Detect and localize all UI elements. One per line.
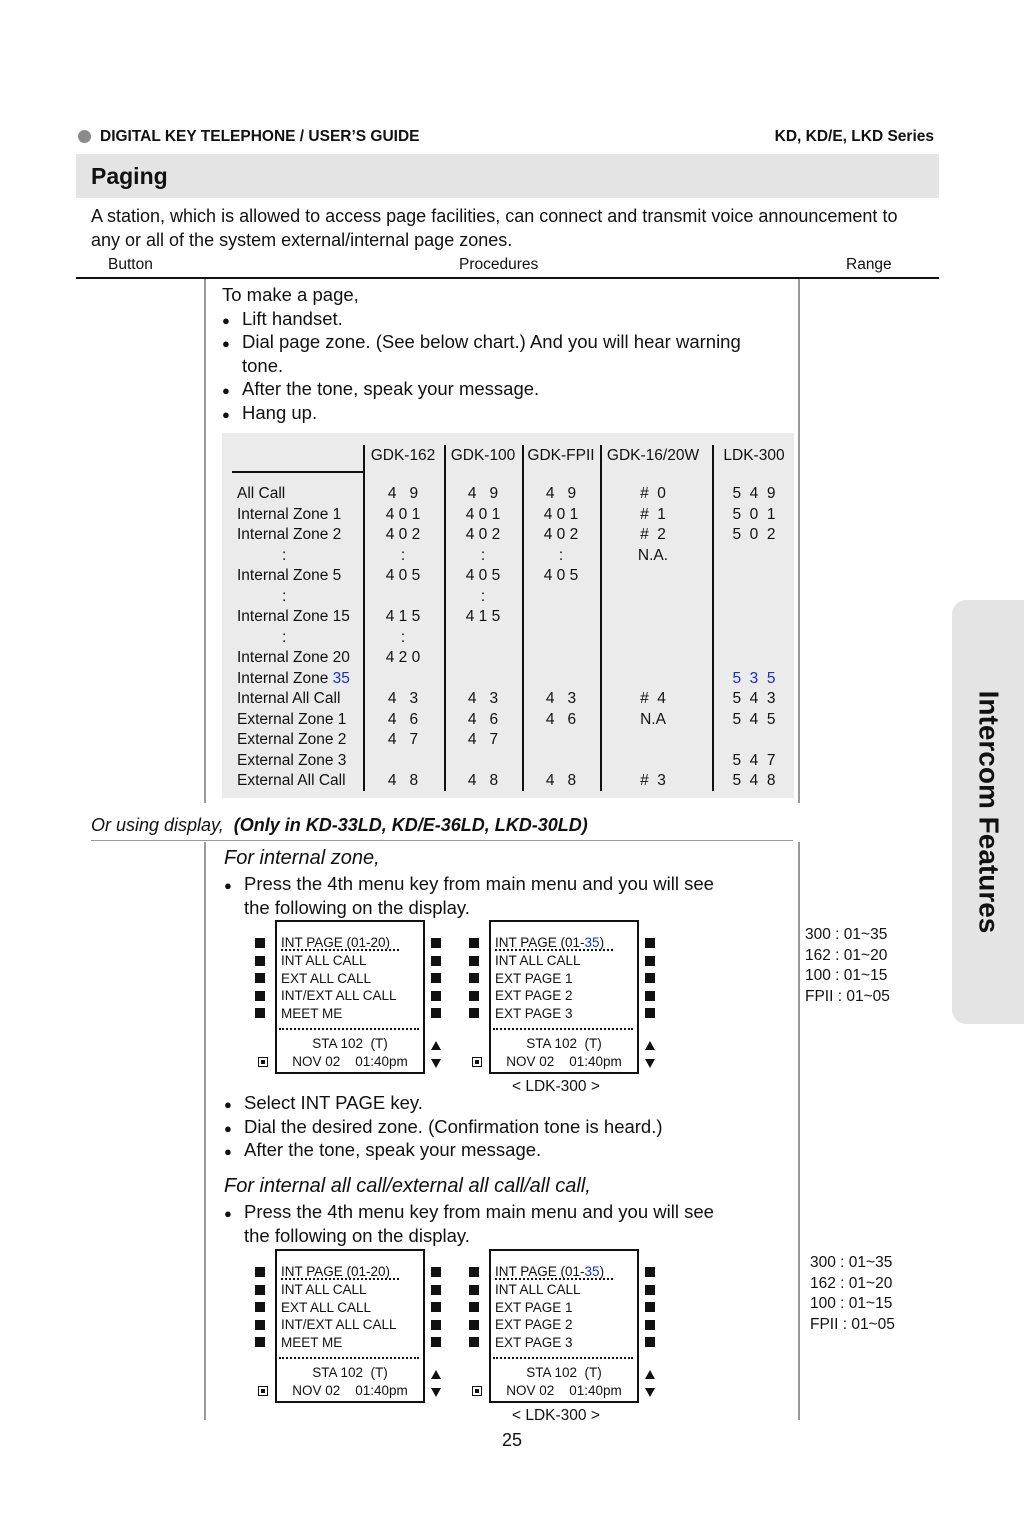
table-cell: # 4 <box>640 690 666 707</box>
row-label-zone: 35 <box>332 669 350 687</box>
page-zone-table-body <box>222 433 794 798</box>
table-cell: 4 0 1 <box>543 505 579 523</box>
range-list <box>810 1253 895 1335</box>
lcd-display <box>275 920 425 1074</box>
table-cell: : <box>400 546 406 564</box>
lcd-display <box>489 1249 639 1403</box>
table-cell: N.A <box>640 710 666 728</box>
step-continuation: the following on the display. <box>244 896 470 918</box>
column-header: GDK-FPII <box>527 447 595 464</box>
range-value: 100 : 01~15 <box>805 967 888 984</box>
table-cell: 5 4 8 <box>732 772 776 789</box>
table-cell: # 0 <box>640 485 666 502</box>
step-item: ● After the tone, speak your message. <box>224 1138 794 1162</box>
internal-zone-steps <box>224 872 794 919</box>
lcd-display <box>275 1249 425 1403</box>
softkey-right-icon[interactable] <box>645 1320 655 1330</box>
column-header: LDK-300 <box>723 447 785 464</box>
scroll-down-icon[interactable] <box>645 1059 655 1068</box>
table-column-line <box>444 445 446 791</box>
series-name: KD, KD/E, LKD Series <box>774 128 934 145</box>
softkey-right-icon[interactable] <box>645 991 655 1001</box>
scroll-down-icon[interactable] <box>431 1059 441 1068</box>
display-lead <box>91 815 588 836</box>
lcd-separator <box>493 1357 633 1359</box>
table-cell: 4 9 <box>387 485 419 502</box>
table-cell: 4 6 <box>467 710 499 728</box>
lcd-line: EXT PAGE 3 <box>495 1005 573 1021</box>
column-header-button: Button <box>108 256 153 273</box>
chapter-tab-label: Intercom Features <box>973 690 1004 934</box>
section-title-bar <box>76 154 939 198</box>
row-label <box>237 690 340 708</box>
softkey-right-icon[interactable] <box>645 1285 655 1295</box>
softkey-left-icon[interactable] <box>469 1285 479 1295</box>
table-cell: N.A. <box>637 546 669 564</box>
step-item: ● After the tone, speak your message. <box>222 377 792 401</box>
row-label-text: Internal Zone 1 <box>237 505 342 523</box>
column-header: GDK-100 <box>450 447 516 464</box>
softkey-left-icon[interactable] <box>469 991 479 1001</box>
row-label <box>237 670 350 688</box>
row-label-text: External All Call <box>237 772 346 789</box>
range-value: 162 : 01~20 <box>810 1274 893 1292</box>
softkey-right-icon[interactable] <box>431 1302 441 1312</box>
scroll-up-icon[interactable] <box>645 1041 655 1050</box>
softkey-right-icon[interactable] <box>645 1008 655 1018</box>
softkey-left-icon[interactable] <box>255 1285 265 1295</box>
row-label <box>237 772 346 790</box>
table-cell: 4 9 <box>467 485 499 502</box>
table-column-line <box>600 445 602 791</box>
table-cell: 4 0 2 <box>385 526 421 543</box>
table-cell: 5 4 9 <box>732 485 776 502</box>
table-cell: 4 1 5 <box>385 608 421 625</box>
lcd-line: EXT PAGE 1 <box>495 970 573 986</box>
menu-key-icon[interactable] <box>472 1386 482 1396</box>
softkey-left-icon[interactable] <box>255 973 265 983</box>
step-continuation: tone. <box>242 354 284 376</box>
row-label <box>237 567 341 585</box>
lcd-station: STA 102 (T) <box>312 1365 388 1380</box>
table-cell: 4 0 1 <box>465 505 501 523</box>
table-cell: 4 0 5 <box>465 567 501 584</box>
column-header-range: Range <box>846 256 892 273</box>
row-label-text: Internal Zone 2 <box>237 526 342 543</box>
scroll-up-icon[interactable] <box>431 1041 441 1050</box>
step-item: ● Press the 4th menu key from main menu and you will see <box>224 872 794 896</box>
select-steps <box>224 1091 794 1162</box>
row-label-text: Internal All Call <box>237 690 341 707</box>
softkey-right-icon[interactable] <box>431 1267 441 1277</box>
row-label <box>237 711 346 729</box>
softkey-right-icon[interactable] <box>431 991 441 1001</box>
softkey-right-icon[interactable] <box>645 1302 655 1312</box>
row-label <box>237 526 341 544</box>
internal-zone-title: For internal zone, <box>224 847 380 869</box>
lcd-underline <box>281 949 399 951</box>
row-label <box>237 649 350 667</box>
softkey-left-icon[interactable] <box>469 1008 479 1018</box>
step-item: ● Lift handset. <box>222 307 792 331</box>
menu-key-icon[interactable] <box>258 1057 268 1067</box>
lcd-line: MEET ME <box>281 1334 343 1350</box>
range-value: 100 : 01~15 <box>810 1295 893 1312</box>
lcd-line: EXT PAGE 2 <box>495 988 573 1003</box>
step-continuation: the following on the display. <box>244 1224 470 1246</box>
lcd-underline <box>495 949 613 951</box>
row-label: : <box>282 587 287 605</box>
table-cell: : <box>400 628 406 646</box>
range-value: 300 : 01~35 <box>805 926 888 943</box>
range-value: 162 : 01~20 <box>805 946 888 964</box>
step-item: ● Select INT PAGE key. <box>224 1091 794 1115</box>
softkey-right-icon[interactable] <box>431 938 441 948</box>
page-number: 25 <box>501 1430 523 1450</box>
table-column-line <box>363 445 365 791</box>
menu-key-icon[interactable] <box>472 1057 482 1067</box>
lcd-zone-max: 35 <box>584 1264 600 1279</box>
chapter-tab-label-wrap <box>952 600 1024 1024</box>
lcd-line: INT ALL CALL <box>495 1282 581 1297</box>
table-cell: 4 0 2 <box>465 526 501 543</box>
lcd-text: ) <box>599 1264 605 1279</box>
page-zone-table <box>222 433 794 798</box>
lcd-line: INT ALL CALL <box>281 953 367 968</box>
lcd-date: NOV 02 01:40pm <box>292 1054 408 1069</box>
lcd-line: INT/EXT ALL CALL <box>281 988 397 1003</box>
table-cell: 5 0 2 <box>732 526 776 543</box>
lcd-line: EXT PAGE 2 <box>495 1317 573 1332</box>
softkey-left-icon[interactable] <box>255 1337 265 1347</box>
lcd-underline <box>281 1278 399 1280</box>
softkey-left-icon[interactable] <box>255 991 265 1001</box>
table-column-line <box>712 445 714 791</box>
menu-key-icon[interactable] <box>258 1386 268 1396</box>
lcd-text: INT PAGE (01- <box>495 1264 585 1279</box>
range-value: 300 : 01~35 <box>810 1254 893 1271</box>
table-cell: : <box>480 587 486 605</box>
lcd-line-int-page: INT PAGE (01-20) <box>281 935 391 950</box>
softkey-left-icon[interactable] <box>469 938 479 948</box>
table-cell: # 2 <box>640 526 666 543</box>
table-cell: 4 0 2 <box>543 526 579 543</box>
display-models-note: (Only in KD-33LD, KD/E-36LD, LKD-30LD) <box>233 815 588 835</box>
lcd-line-int-page: INT PAGE (01-20) <box>281 1264 391 1279</box>
softkey-left-icon[interactable] <box>255 1320 265 1330</box>
column-header-procedures: Procedures <box>459 256 539 273</box>
softkey-right-icon[interactable] <box>431 956 441 966</box>
step-item: ● Press the 4th menu key from main menu and you will see <box>224 1200 794 1224</box>
table-cell: 4 7 <box>387 731 419 748</box>
table-cell: 5 4 3 <box>732 690 776 707</box>
lcd-date: NOV 02 01:40pm <box>506 1383 622 1398</box>
section-intro: A station, which is allowed to access page facilities, can connect and transmit voice announcement to any or all of the system external/internal page zones. <box>91 206 898 250</box>
softkey-left-icon[interactable] <box>255 938 265 948</box>
row-label-text: Internal Zone 20 <box>237 649 350 666</box>
display-illustration-set <box>250 920 670 1100</box>
row-label <box>237 731 346 749</box>
lcd-line: INT ALL CALL <box>495 953 581 968</box>
row-label-text: External Zone 2 <box>237 731 347 748</box>
table-cell: 4 9 <box>545 485 577 502</box>
row-label-text: Internal Zone 15 <box>237 608 350 625</box>
lcd-date: NOV 02 01:40pm <box>292 1383 408 1398</box>
bullet-dot-icon <box>78 130 91 143</box>
range-value: FPII : 01~05 <box>810 1315 895 1333</box>
procedure-block <box>222 283 792 424</box>
lcd-text: ) <box>599 935 605 950</box>
softkey-left-icon[interactable] <box>469 1337 479 1347</box>
column-header: GDK-162 <box>370 447 436 464</box>
softkey-left-icon[interactable] <box>255 1302 265 1312</box>
table-cell: 4 0 1 <box>385 505 421 523</box>
table-cell: 4 7 <box>467 731 499 748</box>
lcd-separator <box>493 1028 633 1030</box>
step-item: ● Dial the desired zone. (Confirmation tone is heard.) <box>224 1115 794 1139</box>
lcd-text: INT PAGE (01- <box>495 935 585 950</box>
softkey-left-icon[interactable] <box>469 1267 479 1277</box>
procedure-lead: To make a page, <box>222 284 359 305</box>
softkey-right-icon[interactable] <box>645 1337 655 1347</box>
row-label <box>237 506 341 524</box>
range-value: FPII : 01~05 <box>805 987 890 1005</box>
softkey-right-icon[interactable] <box>431 973 441 983</box>
softkey-left-icon[interactable] <box>469 956 479 966</box>
lcd-line: EXT ALL CALL <box>281 970 372 986</box>
row-label <box>237 608 350 626</box>
table-cell: 4 8 <box>545 772 577 789</box>
softkey-right-icon[interactable] <box>431 1008 441 1018</box>
all-call-title: For internal all call/external all call/all call, <box>224 1175 591 1197</box>
ldk-300-caption: < LDK-300 > <box>512 1078 600 1095</box>
table-cell: : <box>480 546 486 564</box>
column-divider <box>204 279 206 803</box>
table-header-rule <box>232 471 365 473</box>
row-label: : <box>282 546 287 564</box>
row-label <box>237 752 346 770</box>
lcd-date: NOV 02 01:40pm <box>506 1054 622 1069</box>
section-title: Paging <box>91 163 168 189</box>
scroll-down-icon[interactable] <box>431 1388 441 1397</box>
scroll-up-icon[interactable] <box>645 1370 655 1379</box>
softkey-right-icon[interactable] <box>431 1337 441 1347</box>
softkey-right-icon[interactable] <box>645 973 655 983</box>
lcd-line: EXT PAGE 1 <box>495 1299 573 1315</box>
lcd-line: EXT PAGE 3 <box>495 1334 573 1350</box>
range-list <box>805 925 890 1007</box>
column-divider <box>204 842 206 1420</box>
table-cell: 4 0 5 <box>385 567 421 584</box>
table-cell: 4 3 <box>387 690 419 707</box>
table-cell: 4 0 5 <box>543 567 579 584</box>
lcd-underline <box>495 1278 613 1280</box>
table-cell: 4 8 <box>467 772 499 789</box>
scroll-up-icon[interactable] <box>431 1370 441 1379</box>
softkey-right-icon[interactable] <box>645 938 655 948</box>
table-column-line <box>522 445 524 791</box>
lcd-display <box>489 920 639 1074</box>
table-cell: # 3 <box>640 772 666 789</box>
table-cell: 4 3 <box>467 690 499 707</box>
scroll-down-icon[interactable] <box>645 1388 655 1397</box>
lcd-line: EXT ALL CALL <box>281 1299 372 1315</box>
softkey-left-icon[interactable] <box>255 1008 265 1018</box>
table-cell: 5 3 5 <box>732 669 776 687</box>
lcd-line: INT ALL CALL <box>281 1282 367 1297</box>
lcd-line: MEET ME <box>281 1005 343 1021</box>
row-label <box>237 485 285 503</box>
softkey-right-icon[interactable] <box>645 1267 655 1277</box>
table-cell: 5 0 1 <box>732 505 776 523</box>
lcd-station: STA 102 (T) <box>312 1036 388 1051</box>
lcd-station: STA 102 (T) <box>526 1365 602 1380</box>
table-cell: 5 4 5 <box>732 710 776 728</box>
lcd-separator <box>279 1357 419 1359</box>
guide-title: DIGITAL KEY TELEPHONE / USER’S GUIDE <box>100 128 420 145</box>
softkey-left-icon[interactable] <box>255 956 265 966</box>
softkey-right-icon[interactable] <box>431 1320 441 1330</box>
ldk-300-caption: < LDK-300 > <box>512 1407 600 1424</box>
table-cell: 5 4 7 <box>732 751 776 769</box>
softkey-left-icon[interactable] <box>469 1302 479 1312</box>
row-label-text: External Zone 1 <box>237 710 347 728</box>
table-cell: # 1 <box>640 505 666 523</box>
softkey-left-icon[interactable] <box>469 1320 479 1330</box>
row-label-text: All Call <box>237 485 286 502</box>
row-label-text: External Zone 3 <box>237 751 347 769</box>
table-cell: 4 2 0 <box>385 649 421 666</box>
row-label-text: Internal Zone <box>237 669 333 687</box>
lcd-separator <box>279 1028 419 1030</box>
row-label-text: Internal Zone 5 <box>237 567 342 584</box>
table-cell: 4 1 5 <box>465 608 501 625</box>
display-lead-text: Or using display, <box>91 815 224 835</box>
softkey-left-icon[interactable] <box>469 973 479 983</box>
table-cell: : <box>558 546 564 564</box>
row-label: : <box>282 628 287 646</box>
step-item: ● Hang up. <box>222 401 792 425</box>
table-cell: 4 8 <box>387 772 419 789</box>
softkey-right-icon[interactable] <box>431 1285 441 1295</box>
table-cell: 4 6 <box>387 710 419 728</box>
softkey-left-icon[interactable] <box>255 1267 265 1277</box>
softkey-right-icon[interactable] <box>645 956 655 966</box>
all-call-steps <box>224 1200 794 1247</box>
table-cell: 4 6 <box>545 710 577 728</box>
column-divider <box>798 842 800 1420</box>
display-illustration-set <box>250 1249 670 1429</box>
step-item: ● Dial page zone. (See below chart.) And you will hear warning <box>222 330 792 354</box>
lcd-zone-max: 35 <box>584 935 600 950</box>
divider-rule <box>91 840 793 841</box>
lcd-station: STA 102 (T) <box>526 1036 602 1051</box>
column-header: GDK-16/20W <box>606 447 700 464</box>
column-divider <box>798 279 800 803</box>
lcd-line: INT/EXT ALL CALL <box>281 1317 397 1332</box>
table-cell: 4 3 <box>545 690 577 707</box>
